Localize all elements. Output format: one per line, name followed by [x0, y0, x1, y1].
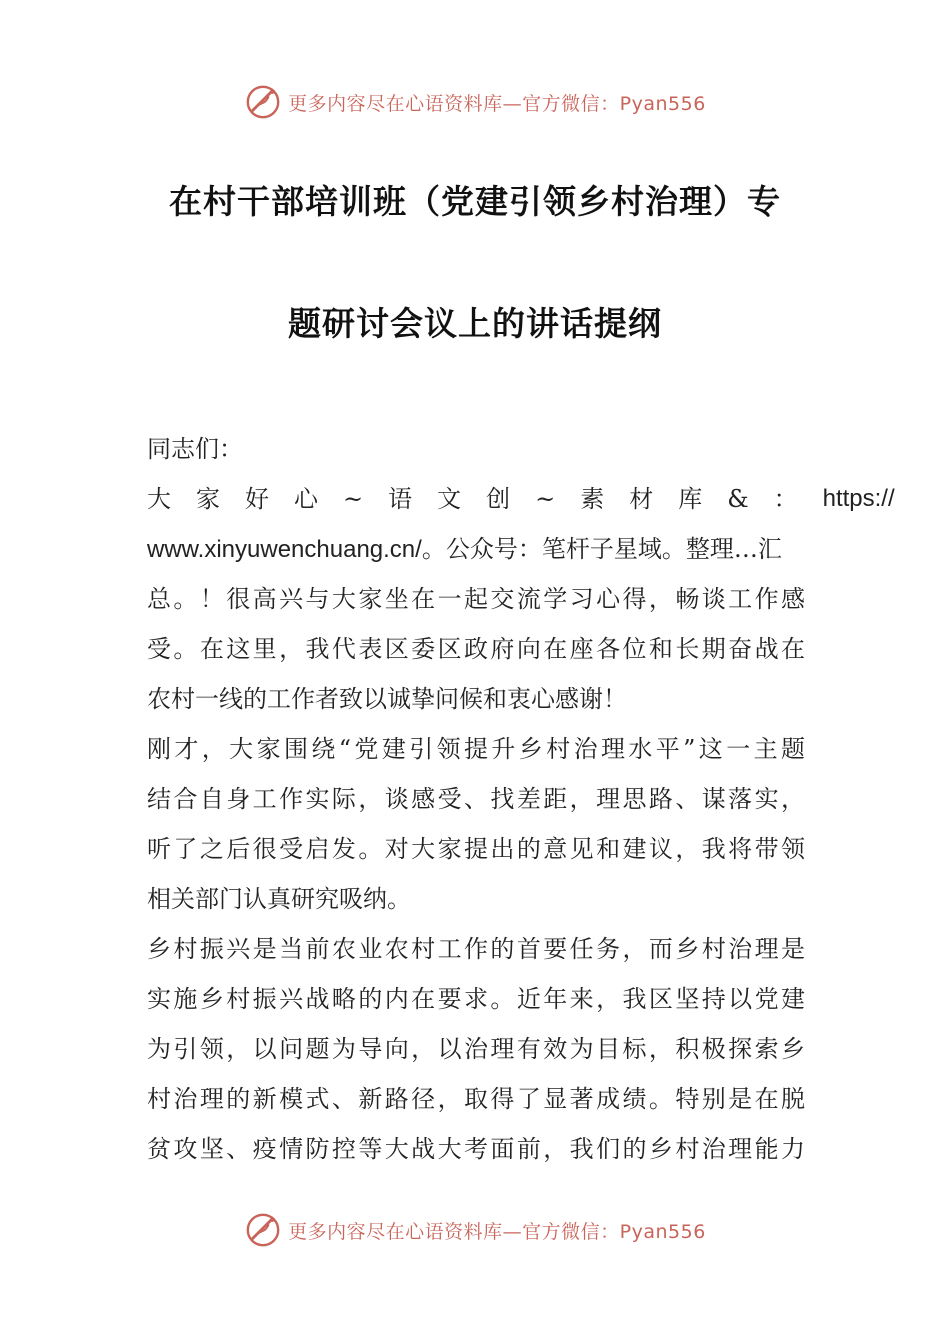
website-url-part-2: www.xinyuwenchuang.cn/	[147, 536, 422, 563]
footer-watermark	[0, 1208, 950, 1252]
paragraph-1-line-4: 受。在这里，我代表区委区政府向在座各位和长期奋战在	[147, 635, 805, 663]
paragraph-1-line-1	[147, 474, 895, 524]
watermark-wechat-id: Pyan556	[619, 1220, 706, 1243]
header-watermark	[0, 80, 950, 124]
paragraph-2-line-2: 结合自身工作实际，谈感受、找差距，理思路、谋落实，	[147, 785, 805, 813]
paragraph-3-line-2: 实施乡村振兴战略的内在要求。近年来，我区坚持以党建	[147, 985, 805, 1013]
paragraph-2-line-4: 相关部门认真研究吸纳。	[147, 885, 411, 913]
document-title-line-1: 在村干部培训班（党建引领乡村治理）专	[169, 182, 781, 221]
paragraph-1-line-3: 总。！很高兴与大家坐在一起交流学习心得，畅谈工作感	[147, 585, 805, 613]
greeting: 同志们：	[147, 435, 243, 463]
pen-logo-icon	[244, 1211, 282, 1249]
document-title-line-2: 题研讨会议上的讲话提纲	[288, 304, 662, 343]
paragraph-3-line-5: 贫攻坚、疫情防控等大战大考面前，我们的乡村治理能力	[147, 1135, 805, 1163]
paragraph-1-line-2: www.xinyuwenchuang.cn/。公众号：笔杆子星域。整理…汇	[147, 535, 782, 563]
watermark-text: 更多内容尽在心语资料库—官方微信：Pyan556	[288, 1220, 706, 1243]
paragraph-1-line-5: 农村一线的工作者致以诚挚问候和衷心感谢！	[147, 685, 627, 713]
paragraph-2-line-3: 听了之后很受启发。对大家提出的意见和建议，我将带领	[147, 835, 805, 863]
pen-logo-icon	[244, 83, 282, 121]
watermark-text: 更多内容尽在心语资料库—官方微信：Pyan556	[288, 92, 706, 115]
watermark-wechat-id: Pyan556	[619, 92, 706, 115]
paragraph-3-line-4: 村治理的新模式、新路径，取得了显著成绩。特别是在脱	[147, 1085, 805, 1113]
paragraph-1-intro-text: 大家好心~语文创~素材库&：	[147, 485, 823, 513]
paragraph-3-line-3: 为引领，以问题为导向，以治理有效为目标，积极探索乡	[147, 1035, 805, 1063]
website-url-part-1: https://	[822, 485, 895, 512]
paragraph-3-line-1: 乡村振兴是当前农业农村工作的首要任务，而乡村治理是	[147, 935, 805, 963]
paragraph-2-line-1: 刚才，大家围绕“党建引领提升乡村治理水平”这一主题	[147, 735, 805, 763]
